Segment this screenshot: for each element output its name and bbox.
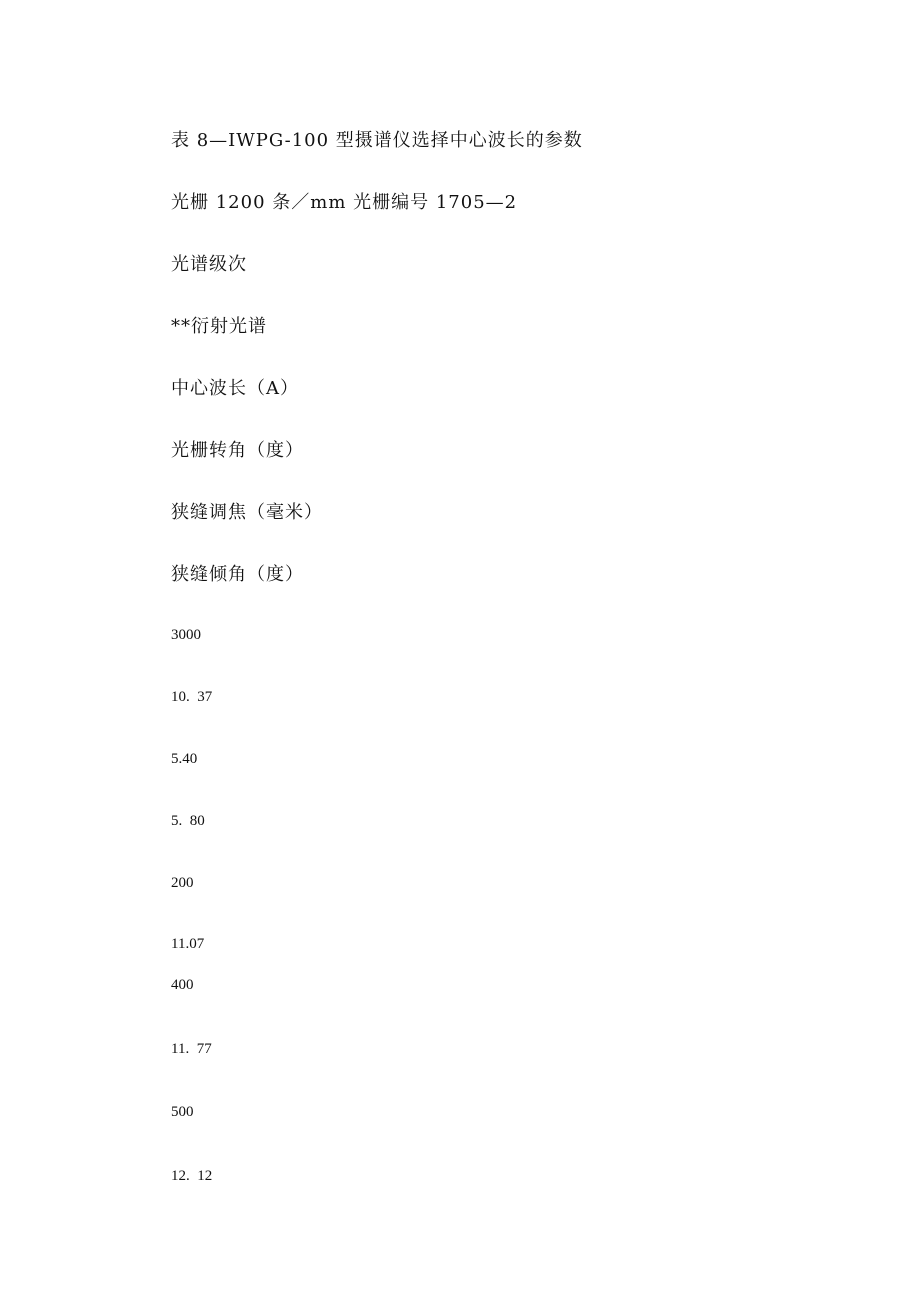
header-slit-focus: 狭缝调焦（毫米） [171,502,323,523]
grating-info: 光栅 1200 条／mm 光栅编号 1705—2 [171,192,518,213]
header-slit-tilt: 狭缝倾角（度） [171,564,304,585]
value-item: 10. 37 [171,689,213,705]
value-item: 500 [171,1104,194,1120]
value-item: 12. 12 [171,1168,213,1184]
value-item: 11. 77 [171,1041,212,1057]
table-title: 表 8—IWPG-100 型摄谱仪选择中心波长的参数 [171,130,583,151]
header-spectral-order: 光谱级次 [171,254,247,275]
value-item: 3000 [171,627,201,643]
value-item: 200 [171,875,194,891]
header-center-wavelength: 中心波长（A） [171,378,299,399]
value-item: 5. 80 [171,813,205,829]
value-item: 400 [171,977,194,993]
header-diffraction-spectrum: **衍射光谱 [171,316,267,337]
value-item: 5.40 [171,751,198,767]
header-grating-angle: 光栅转角（度） [171,440,304,461]
value-item: 11.07 [171,936,205,952]
